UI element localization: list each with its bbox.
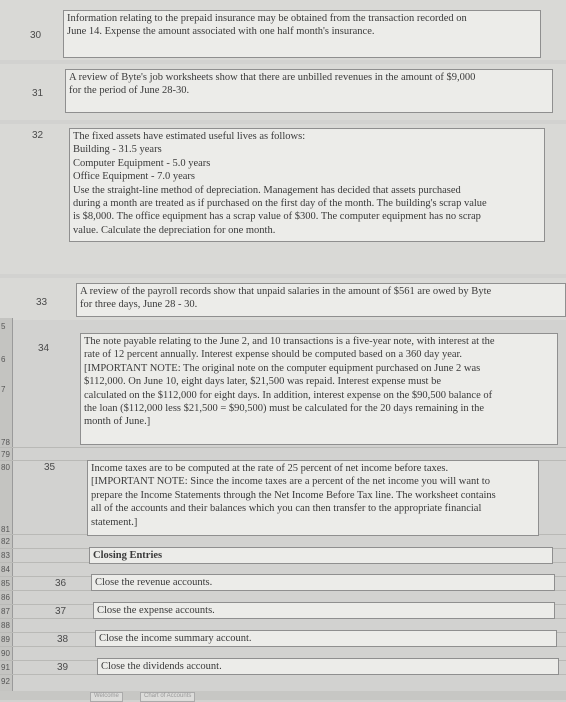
task-text[interactable]: A review of Byte's job worksheets show that there are unbilled revenues in the amount of $9,000 for the period of June 28-30. xyxy=(65,69,553,113)
row-number: 83 xyxy=(1,551,10,560)
task-number: 39 xyxy=(57,662,69,673)
task-text[interactable]: The fixed assets have estimated useful lives as follows: Building - 31.5 years Computer Equipment - 5.0 years Office Equipment - 7.0 years Use the straight-line method of depreciation. Management has decided that assets purchased during a month are treated as if purchased on the first day of the month. The building's scrap value is $8,000. The office equipment has a scrap value of $300. The computer equipment has no scrap value. Calculate the depreciation for one month. xyxy=(69,128,545,242)
row-number: 90 xyxy=(1,649,10,658)
row-number: 86 xyxy=(1,593,10,602)
row-number: 89 xyxy=(1,635,10,644)
sheet-tab-welcome[interactable]: Welcome xyxy=(90,692,123,702)
closing-entry-text[interactable]: Close the revenue accounts. xyxy=(91,574,555,591)
task-number: 33 xyxy=(36,297,48,308)
row-number: 6 xyxy=(1,355,6,364)
sheet-tab-chart-of-accounts[interactable]: Chart of Accounts xyxy=(140,692,195,702)
row-number: 81 xyxy=(1,525,10,534)
row-number: 92 xyxy=(1,677,10,686)
task-number: 36 xyxy=(55,578,67,589)
task-text[interactable]: Information relating to the prepaid insurance may be obtained from the transaction recorded on June 14. Expense the amount associated with one half month's insurance. xyxy=(63,10,541,58)
row-number: 5 xyxy=(1,322,6,331)
row-number: 80 xyxy=(1,463,10,472)
row-number: 82 xyxy=(1,537,10,546)
task-number: 35 xyxy=(44,462,56,473)
row-number: 88 xyxy=(1,621,10,630)
task-number: 31 xyxy=(32,88,44,99)
row-number: 85 xyxy=(1,579,10,588)
row-number: 7 xyxy=(1,385,6,394)
task-text[interactable]: A review of the payroll records show that unpaid salaries in the amount of $561 are owed by Byte for three days, June 28 - 30. xyxy=(76,283,566,317)
grid-line xyxy=(0,447,566,448)
row-number: 84 xyxy=(1,565,10,574)
row-number: 78 xyxy=(1,438,10,447)
closing-entry-text[interactable]: Close the dividends account. xyxy=(97,658,559,675)
task-number: 32 xyxy=(32,130,44,141)
task-number: 34 xyxy=(38,343,50,354)
task-number: 38 xyxy=(57,634,69,645)
closing-entry-text[interactable]: Close the expense accounts. xyxy=(93,602,555,619)
closing-entry-text[interactable]: Close the income summary account. xyxy=(95,630,557,647)
task-number: 37 xyxy=(55,606,67,617)
task-number: 30 xyxy=(30,30,42,41)
row-number: 91 xyxy=(1,663,10,672)
task-text[interactable]: The note payable relating to the June 2, and 10 transactions is a five-year note, with interest at the rate of 12 percent annually. Interest expense should be computed based on a 360 day year. [IMPORTANT NOTE: The original note on the computer equipment purchased on June 2 was $112,000. On June 10, eight days later, $21,500 was repaid. Interest expense must be calculated on the $112,000 for eight days. In addition, interest expense on the $90,500 balance of the loan ($112,000 less $21,500 = $90,500) must be calculated for the 20 days remaining in the month of June.] xyxy=(80,333,558,445)
closing-entries-heading[interactable]: Closing Entries xyxy=(89,547,553,564)
sheet-tab-bar xyxy=(0,691,566,700)
task-text[interactable]: Income taxes are to be computed at the rate of 25 percent of net income before taxes. [IMPORTANT NOTE: Since the income taxes are a percent of the net income you will want to prepare the Income Statements through the Net Income Before Tax line. The worksheet contains all of the accounts and their balances which you can then transfer to the appropriate financial statement.] xyxy=(87,460,539,536)
row-number: 87 xyxy=(1,607,10,616)
row-number: 79 xyxy=(1,450,10,459)
